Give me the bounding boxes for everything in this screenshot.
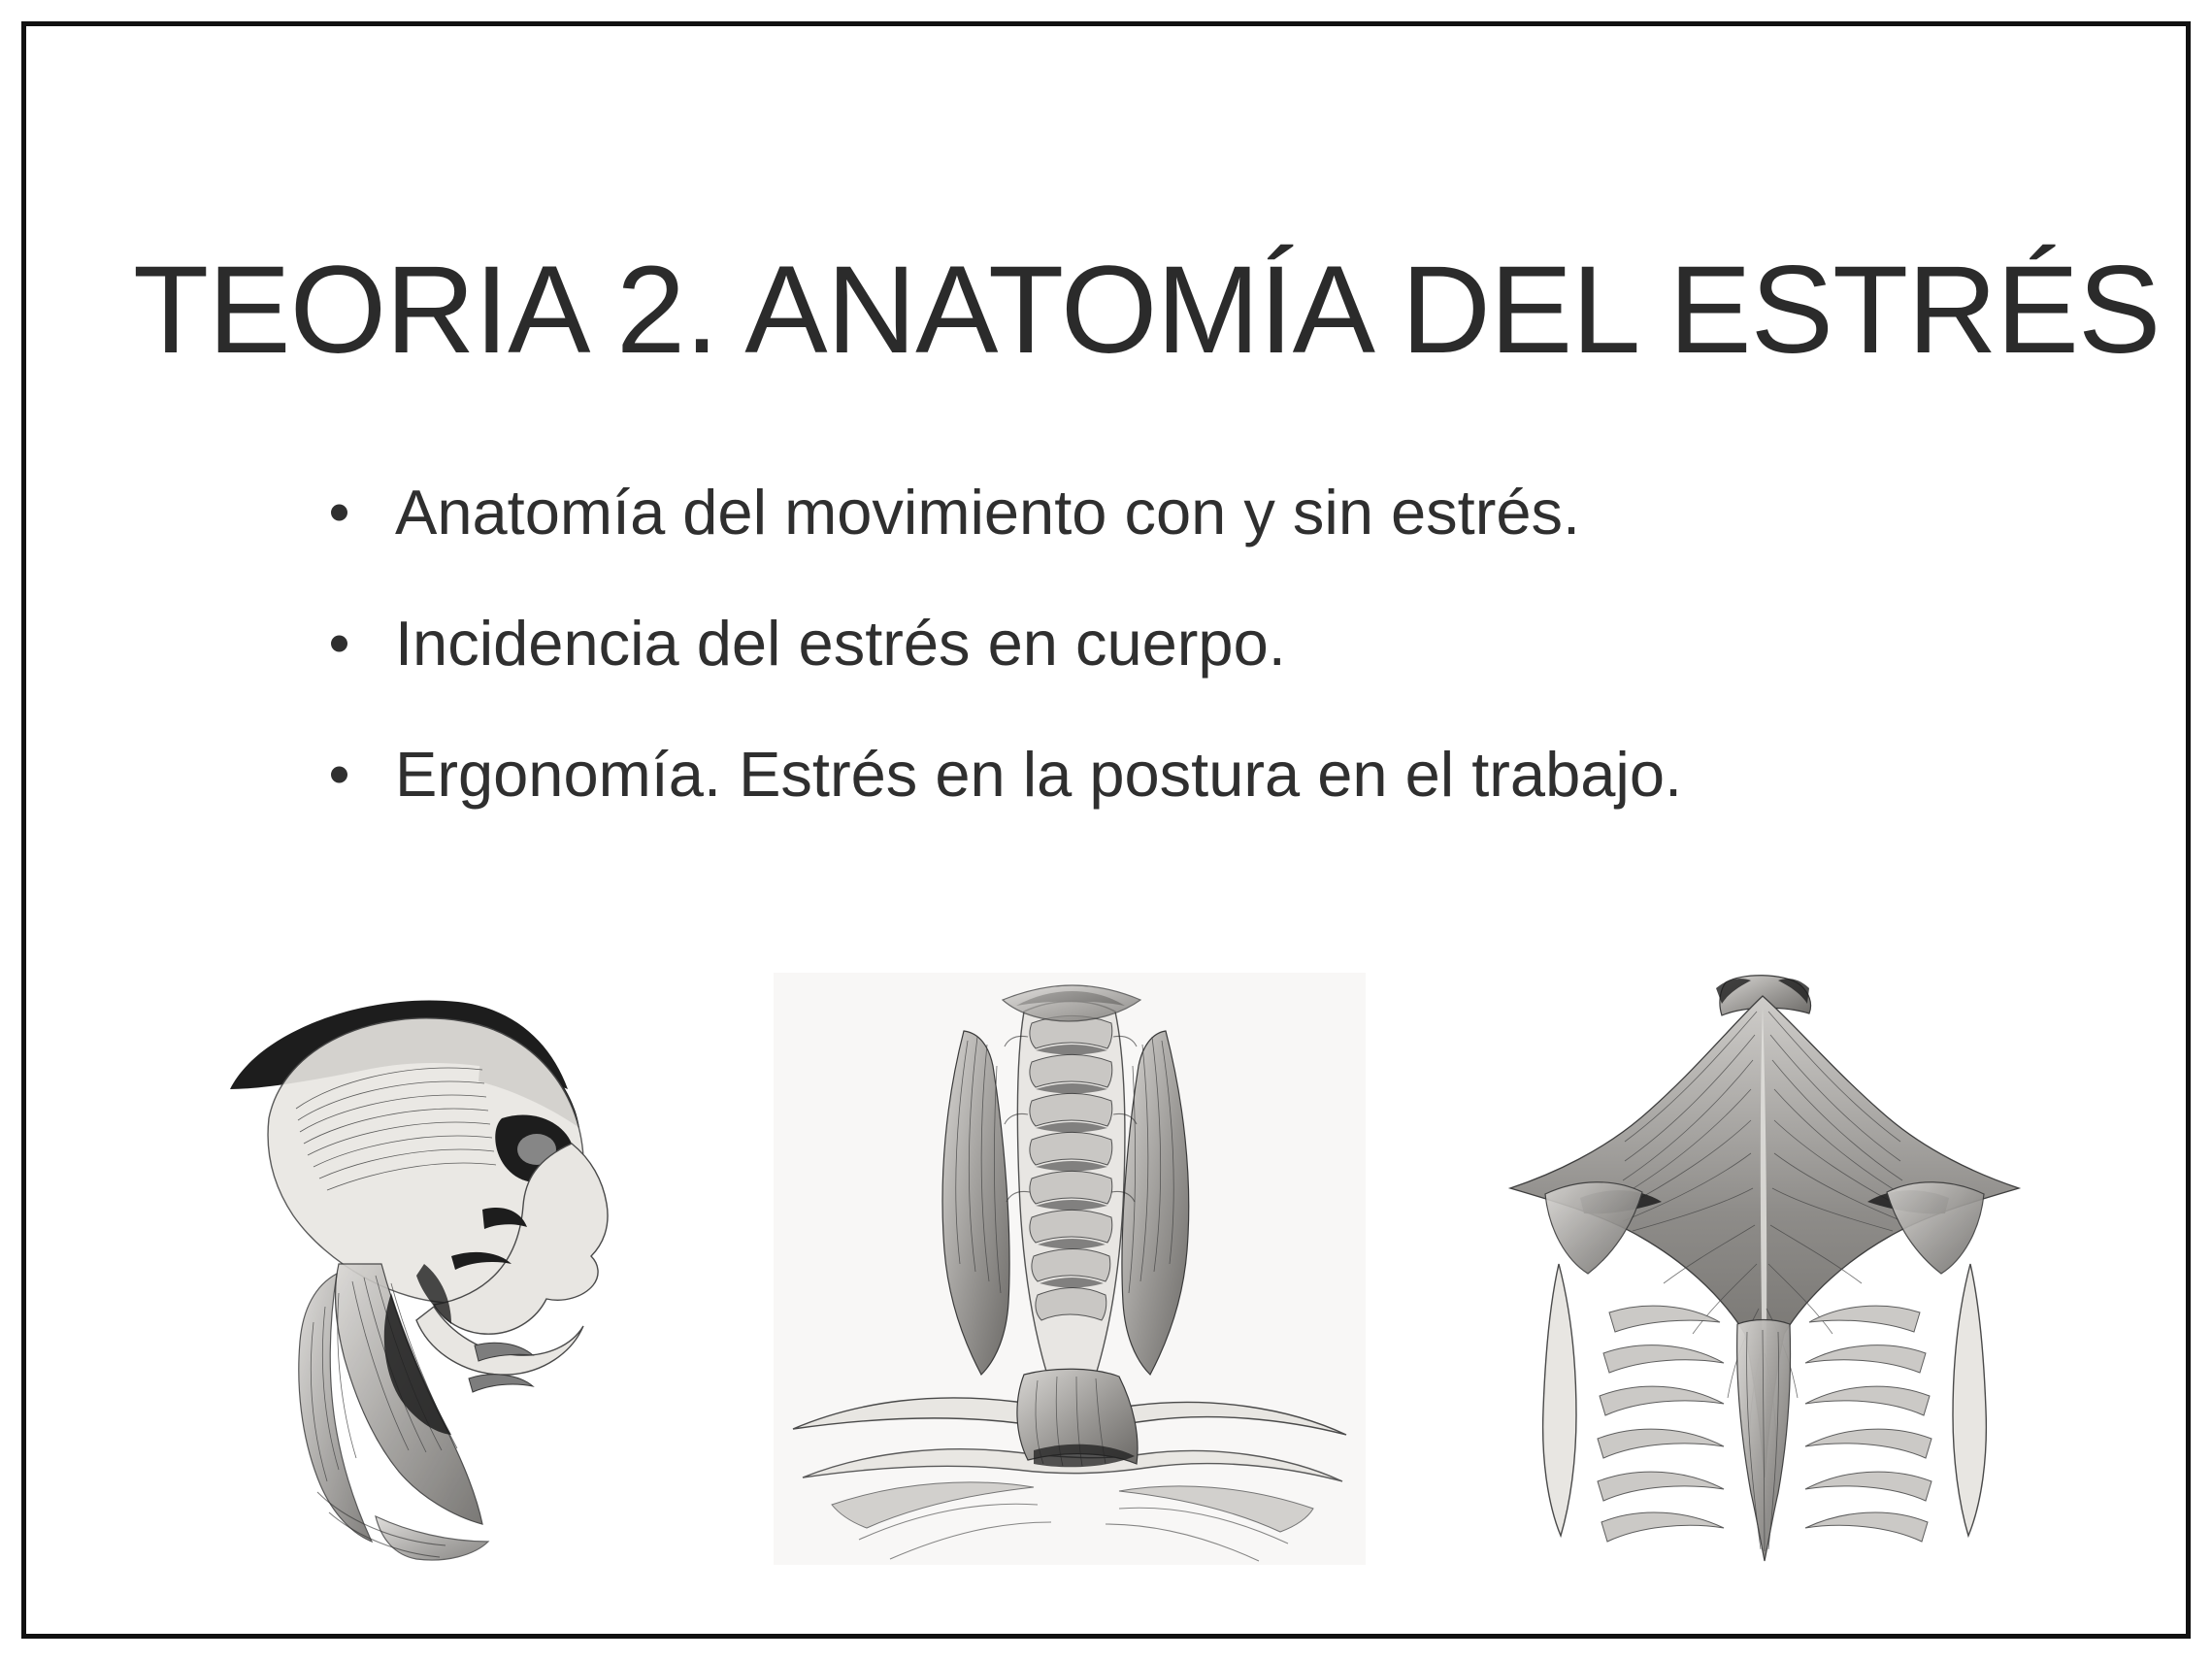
bullet-dot-icon [331,505,347,521]
list-item [317,740,2026,811]
list-item [317,609,2026,680]
bullet-list [317,478,2026,870]
list-item [317,478,2026,548]
skull-neck-muscles-lateral-illustration [191,973,677,1579]
trapezius-back-muscles-posterior-illustration [1487,973,2040,1579]
slide-border-frame [21,21,2191,1639]
cervical-spine-neck-muscles-anterior-illustration [774,973,1366,1565]
list-item-label: Incidencia del estrés en cuerpo. [395,607,1286,679]
bullet-dot-icon [331,636,347,652]
list-item-label: Ergonomía. Estrés en la postura en el trabajo. [395,738,1683,810]
list-item-label: Anatomía del movimiento con y sin estrés. [395,477,1581,548]
figure-row [26,973,2186,1594]
page-title: TEORIA 2. ANATOMÍA DEL ESTRÉS [133,240,2161,380]
bullet-dot-icon [331,766,347,782]
